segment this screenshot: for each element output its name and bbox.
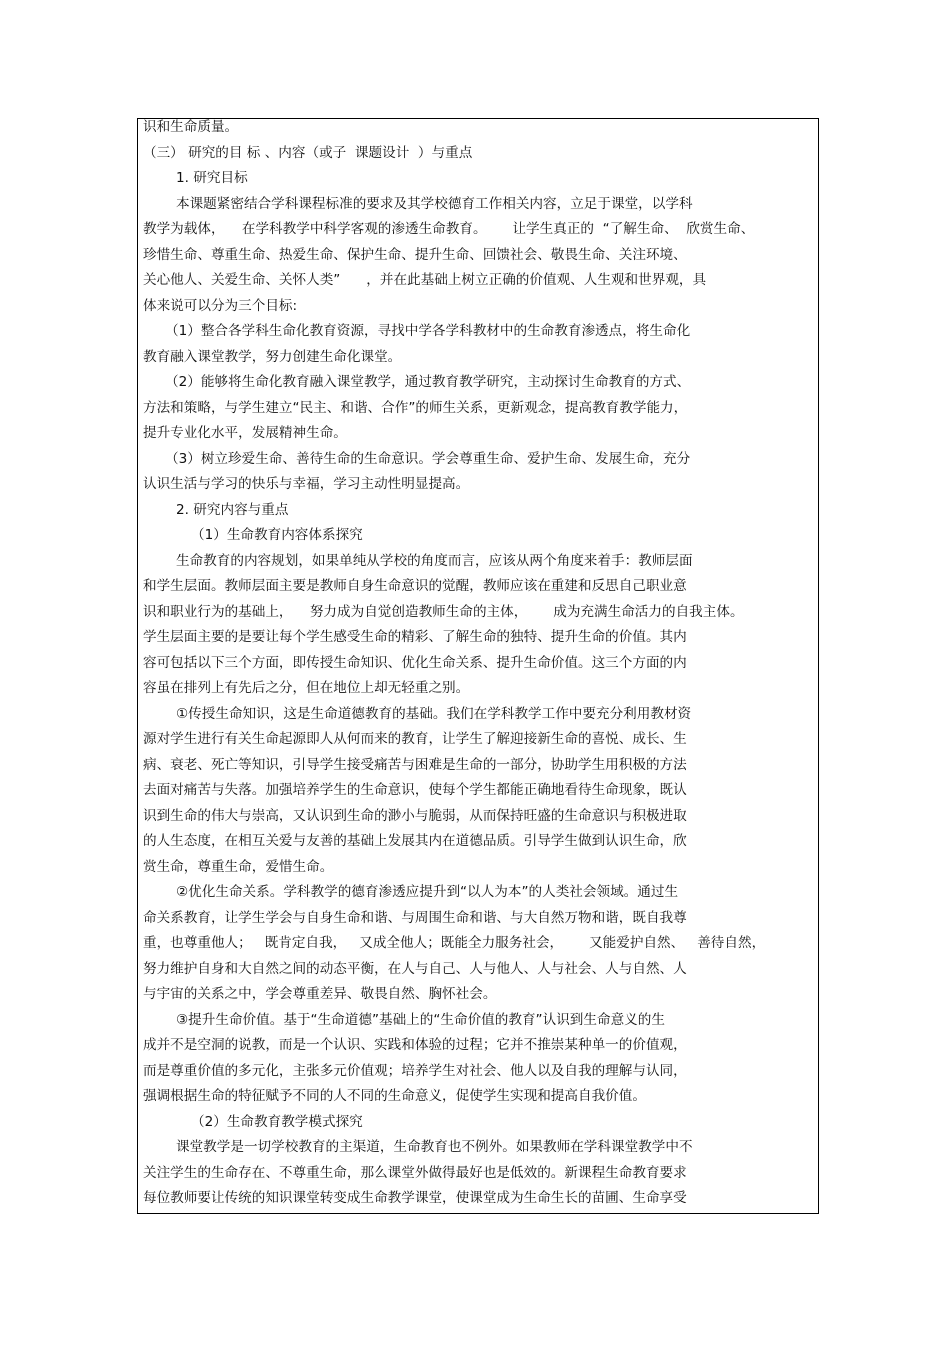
text-line: 容虽在排列上有先后之分，但在地位上却无轻重之别。 bbox=[143, 680, 470, 696]
text-line: 2. 研究内容与重点 bbox=[176, 501, 289, 518]
text-line: （1）整合各学科生命化教育资源，寻找中学各学科教材中的生命教育渗透点，将生命化 bbox=[165, 323, 691, 339]
text-line: 识和职业行为的基础上， 努力成为自觉创造教师生命的主体， 成为充满生命活力的自我主体。 bbox=[143, 603, 744, 620]
text-line: 努力维护自身和大自然之间的动态平衡，在人与自己、人与他人、人与社会、人与自然、人 bbox=[143, 960, 687, 977]
text-line: 识到生命的伟大与崇高，又认识到生命的渺小与脆弱，从而保持旺盛的生命意识与积极进取 bbox=[143, 807, 687, 824]
text-line: 体来说可以分为三个目标: bbox=[143, 297, 298, 314]
text-line: 容可包括以下三个方面，即传授生命知识、优化生命关系、提升生命价值。这三个方面的内 bbox=[143, 654, 687, 671]
text-line: 识和生命质量。 bbox=[143, 119, 239, 135]
text-line: （3）树立珍爱生命、善待生命的生命意识。学会尊重生命、爱护生命、发展生命，充分 bbox=[165, 450, 691, 467]
text-line: 的人生态度，在相互关爱与友善的基础上发展其内在道德品质。引导学生做到认识生命，欣 bbox=[143, 833, 687, 849]
text-line: 提升专业化水平，发展精神生命。 bbox=[143, 425, 347, 441]
text-line: 珍惜生命、尊重生命、热爱生命、保护生命、提升生命、回馈社会、敬畏生命、关注环境、 bbox=[143, 246, 687, 263]
text-line: 强调根据生命的特征赋予不同的人不同的生命意义，促使学生实现和提高自我价值。 bbox=[143, 1088, 646, 1104]
text-line: 教育融入课堂教学，努力创建生命化课堂。 bbox=[143, 348, 402, 365]
text-line: 和学生层面。教师层面主要是教师自身生命意识的觉醒，教师应该在重建和反思自己职业意 bbox=[143, 578, 687, 594]
text-line: 关心他人、关爱生命、关怀人类” ，并在此基础上树立正确的价值观、人生观和世界观，具 bbox=[143, 272, 707, 288]
text-line: ②优化生命关系。学科教学的德育渗透应提升到“以人为本”的人类社会领域。通过生 bbox=[176, 884, 679, 900]
text-line: 赏生命，尊重生命，爱惜生命。 bbox=[143, 858, 334, 875]
text-line: 成并不是空洞的说教，而是一个认识、实践和体验的过程；它并不推崇某种单一的价值观， bbox=[143, 1037, 687, 1053]
document-body bbox=[143, 115, 815, 1212]
text-line: ③提升生命价值。基于“生命道德”基础上的“生命价值的教育”认识到生命意义的生 bbox=[176, 1011, 665, 1028]
text-line: 源对学生进行有关生命起源即人从何而来的教育，让学生了解迎接新生命的喜悦、成长、生 bbox=[143, 731, 687, 747]
text-line: 生命教育的内容规划，如果单纯从学校的角度而言，应该从两个角度来着手：教师层面 bbox=[176, 552, 693, 569]
text-line: 教学为载体， 在学科教学中科学客观的渗透生命教育。 让学生真正的 “了解生命、 欣赏生命、 bbox=[143, 221, 755, 237]
text-line: 重，也尊重他人； 既肯定自我， 又成全他人；既能全力服务社会， 又能爱护自然、 善待自然， bbox=[143, 935, 766, 951]
text-line: 本课题紧密结合学科课程标准的要求及其学校德育工作相关内容，立足于课堂，以学科 bbox=[176, 195, 693, 212]
text-line: （2）生命教育教学模式探究 bbox=[191, 1113, 363, 1130]
text-line: ①传授生命知识，这是生命道德教育的基础。我们在学科教学工作中要充分利用教材资 bbox=[176, 705, 692, 722]
text-line: 1. 研究目标 bbox=[176, 170, 248, 186]
text-line: 每位教师要让传统的知识课堂转变成生命教学课堂，使课堂成为生命生长的苗圃、生命享受 bbox=[143, 1190, 687, 1206]
text-line: 关注学生的生命存在、不尊重生命，那么课堂外做得最好也是低效的。新课程生命教育要求 bbox=[143, 1164, 687, 1181]
text-line: 命关系教育，让学生学会与自身生命和谐、与周围生命和谐、与大自然万物和谐，既自我尊 bbox=[143, 909, 687, 926]
text-line: （1）生命教育内容体系探究 bbox=[191, 527, 363, 543]
text-line: 课堂教学是一切学校教育的主渠道，生命教育也不例外。如果教师在学科课堂教学中不 bbox=[176, 1139, 693, 1155]
text-line: 学生层面主要的是要让每个学生感受生命的精彩、了解生命的独特、提升生命的价值。其内 bbox=[143, 629, 687, 645]
text-line: （三） 研究的目 标 、内容（或子 课题设计 ）与重点 bbox=[143, 144, 473, 161]
text-line: 方法和策略，与学生建立“民主、和谐、合作”的师生关系，更新观念，提高教育教学能力， bbox=[143, 399, 688, 416]
text-line: 认识生活与学习的快乐与幸福，学习主动性明显提高。 bbox=[143, 476, 470, 492]
text-line: 与宇宙的关系之中，学会尊重差异、敬畏自然、胸怀社会。 bbox=[143, 986, 497, 1002]
text-line: 而是尊重价值的多元化，主张多元价值观；培养学生对社会、他人以及自我的理解与认同， bbox=[143, 1062, 687, 1079]
text-line: 病、衰老、死亡等知识，引导学生接受痛苦与困难是生命的一部分，协助学生用积极的方法 bbox=[143, 756, 687, 773]
text-line: （2）能够将生命化教育融入课堂教学，通过教育教学研究，主动探讨生命教育的方式、 bbox=[165, 374, 691, 390]
text-line: 去面对痛苦与失落。加强培养学生的生命意识，使每个学生都能正确地看待生命现象，既认 bbox=[143, 782, 687, 798]
